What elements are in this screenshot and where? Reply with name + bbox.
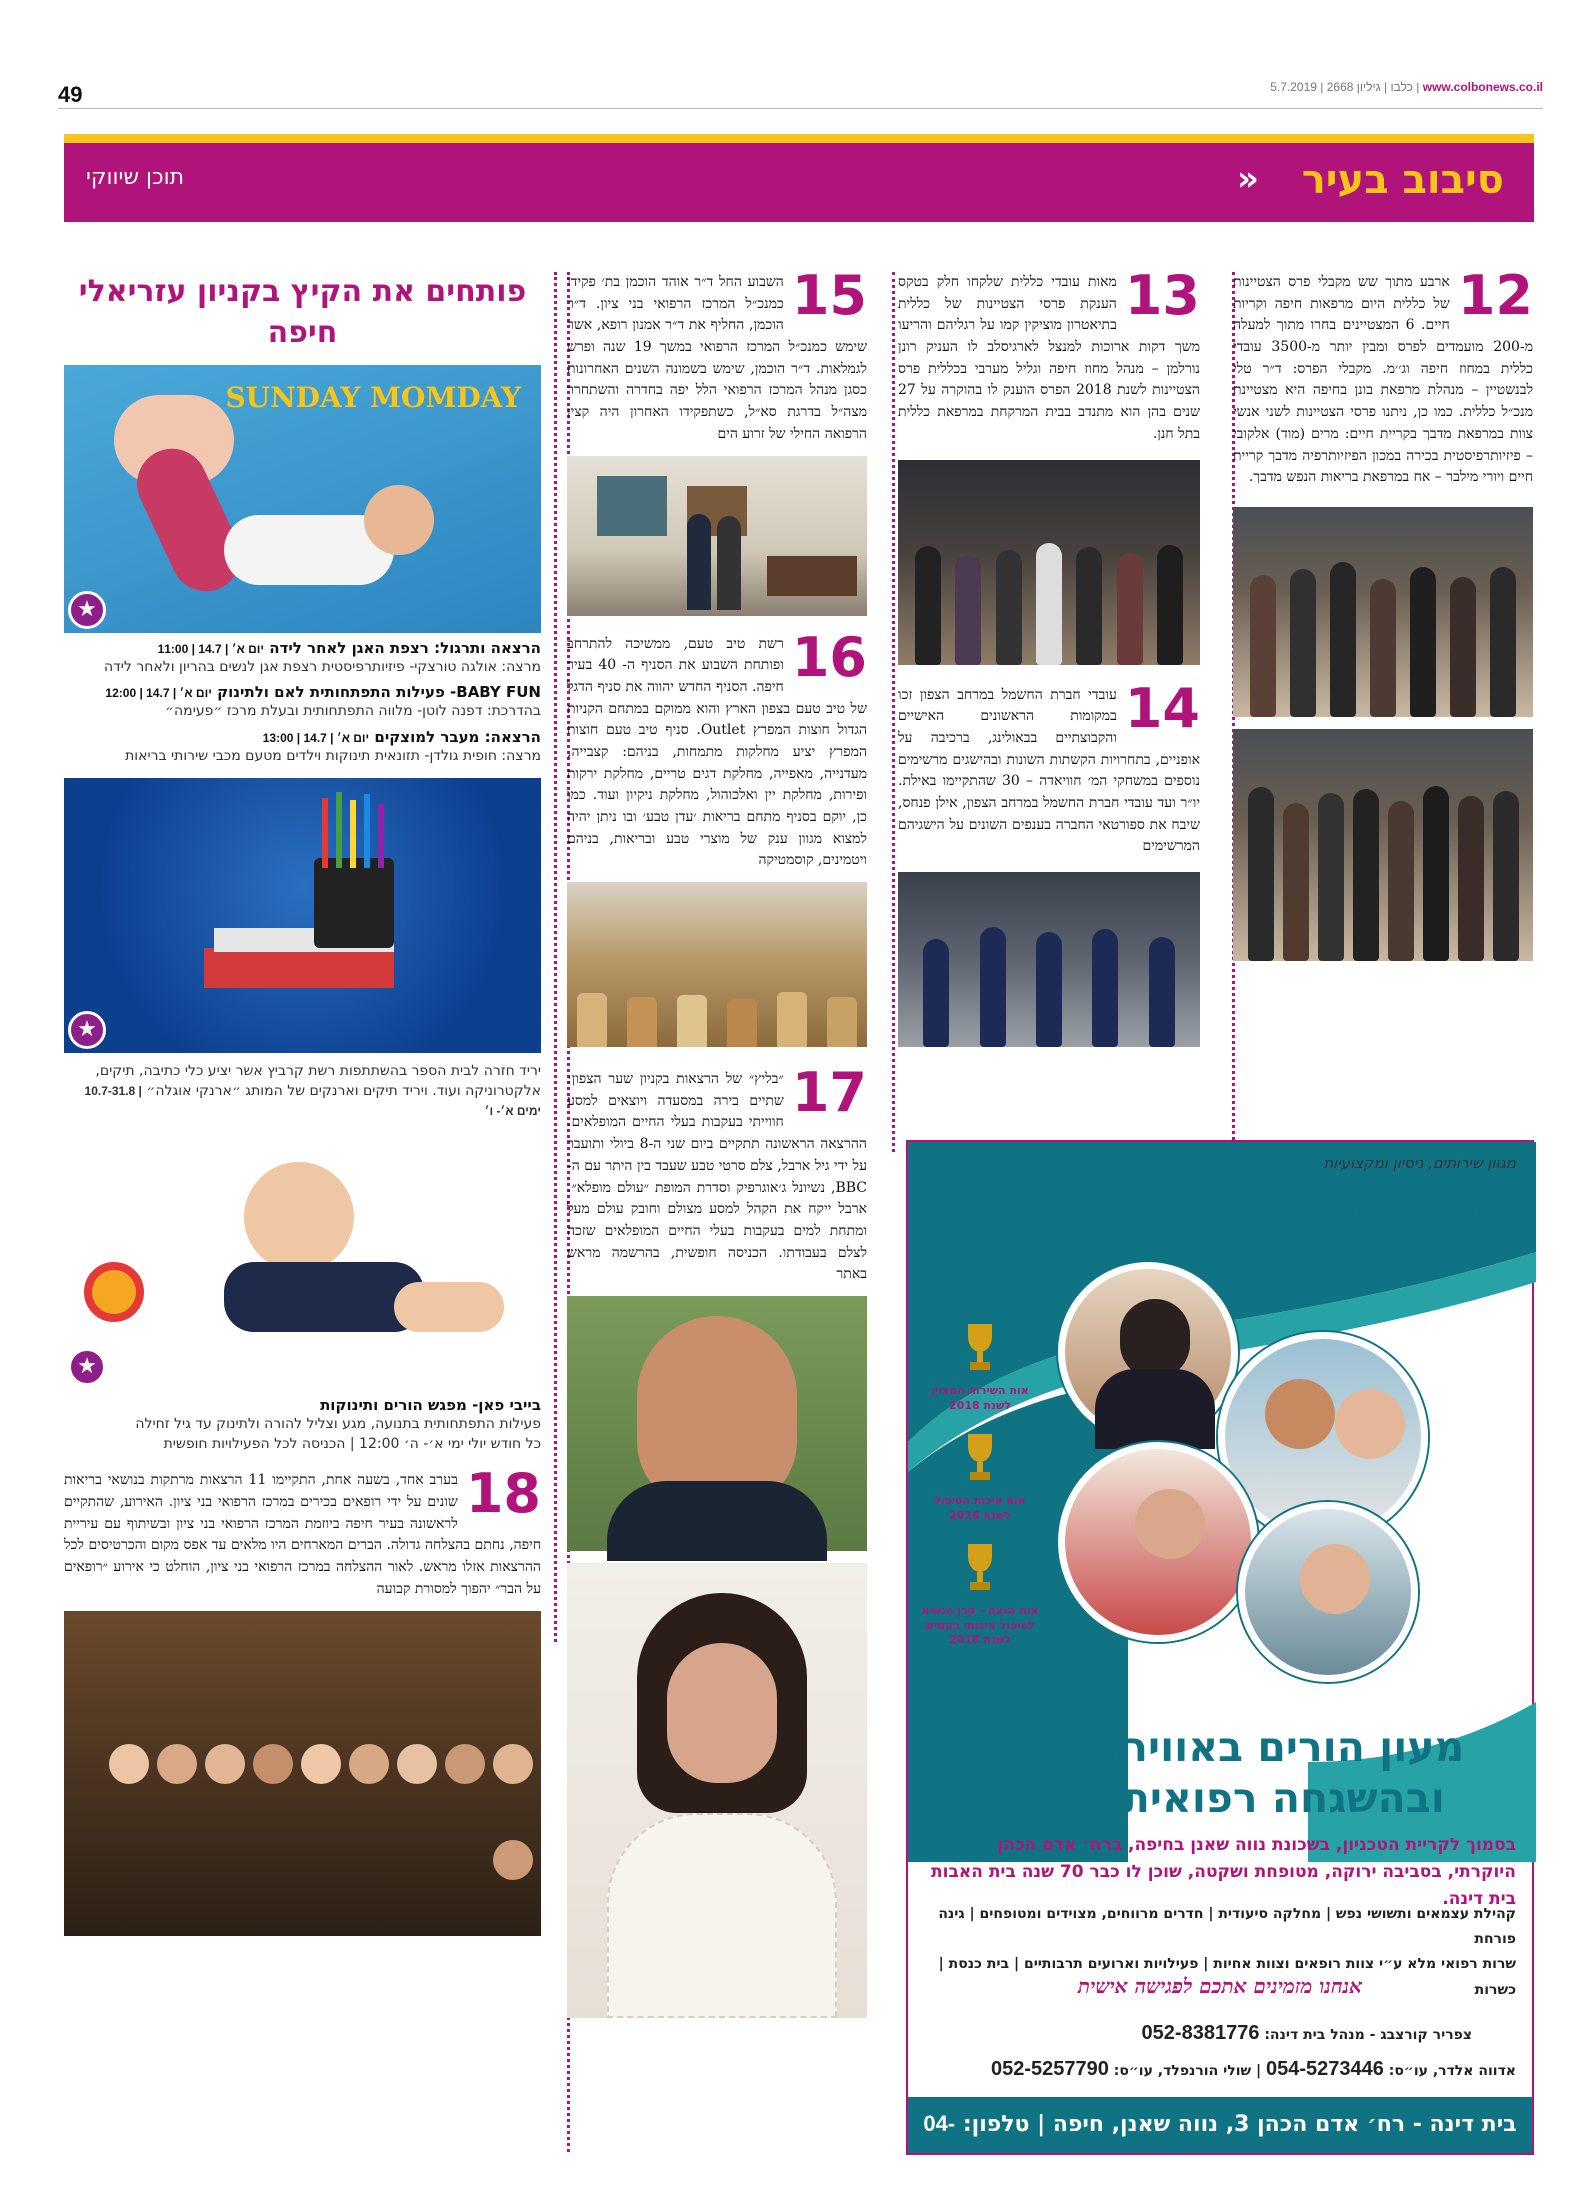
issue-date: 5.7.2019 <box>1270 80 1317 94</box>
resident-photo-1 <box>1058 1262 1238 1442</box>
resident-photo-4 <box>1238 1502 1418 1682</box>
section-banner <box>64 134 1534 222</box>
issue-number: גיליון 2668 <box>1326 80 1381 94</box>
event-date: כל חודש יולי ימי א׳- ה׳ 12:00 | הכניסה לכל הפעילויות חופשית <box>163 1436 541 1453</box>
star-icon: ★ <box>68 1348 106 1386</box>
ad-title: בית דינה המחודש <box>1257 1186 1516 1224</box>
event-title: הרצאה: מעבר למוצקים יום א׳ | 14.7 | 13:00 <box>262 727 541 746</box>
column-center-right <box>898 264 1201 1047</box>
phone-number[interactable]: 04-8323260 <box>923 2111 1263 2192</box>
news-item-18 <box>64 1462 541 1600</box>
award-badge: אות איכות הטיפול לשנת 2018 <box>920 1432 1040 1523</box>
header-divider <box>58 108 1543 109</box>
event-date: יום א׳ | 14.7 | 12:00 <box>105 686 212 701</box>
award-badge: אות הנצח - קרן הנשיא לטיפול איכותי בקשיש לשנת 2018 <box>920 1542 1040 1647</box>
news-item-17 <box>567 1061 867 1286</box>
event-description: מרצה: אולגה טורצקי- פיזיותרפיסטית רצפת אגן לנשים בהריון ולאחר לידה <box>104 659 541 675</box>
trophy-icon <box>960 1542 1000 1594</box>
header-meta: www.colbonews.co.il | כלבו | גיליון 2668 | 5.7.2019 <box>1270 80 1543 94</box>
ad-subtitle: דיור איכותי למבוגרים <box>1345 1230 1502 1249</box>
event-description: בהדרכת: דפנה לוטן- מלווה התפתחותית ובעלת מרכז ״פעימה״ <box>165 703 541 720</box>
star-icon: ★ <box>68 1011 106 1049</box>
award-ceremony-photo <box>1233 507 1533 717</box>
phone-number[interactable]: 054-5273446 <box>1266 2058 1384 2080</box>
crawling-baby-photo <box>64 1132 541 1390</box>
ad-footer-address: בית דינה - רח׳ אדם הכהן 3, נווה שאנן, חיפה | טלפון: 04-8323260 <box>908 2097 1532 2153</box>
item-number: 17 <box>791 1061 867 1125</box>
column-left <box>64 272 541 1936</box>
news-item-13 <box>898 264 1200 446</box>
phone-number[interactable]: 052-8381776 <box>1141 2022 1260 2044</box>
mall-headline: פותחים את הקיץ בקניון עזריאלי חיפה <box>78 274 527 350</box>
phone-number[interactable]: 052-5257790 <box>990 2058 1109 2080</box>
event-title: BABY FUN- פעילות התפתחותית לאם ולתינוק יום א׳ | 14.7 | 12:00 <box>105 683 541 702</box>
item-number: 16 <box>791 625 867 689</box>
item-number: 18 <box>465 1462 541 1526</box>
news-item-14 <box>898 676 1201 859</box>
page-number: 49 <box>58 82 83 107</box>
man-portrait-photo <box>567 1296 867 1551</box>
event-date: יום א׳ | 14.7 | 13:00 <box>262 730 370 745</box>
bowling-team-photo <box>898 872 1200 1047</box>
ad-description: בסמוך לקריית הטכניון, בשכונת נווה שאנן בחיפה, ברח׳ אדם הכהן היוקרתי, בסביבה ירוקה, מטופחת ושקטה, שוכן לו כבר 70 שנה בית האבות בית דינה. <box>931 1835 1516 1910</box>
column-divider <box>554 272 557 1642</box>
event-date: 10.7-31.8 | ימים א׳- ו׳ <box>84 1084 541 1119</box>
services-line: קהילת עצמאים ותשושי נפש | מחלקה סיעודית | חדרים מרווחים, מצוידים ומטופחים | גינה פורחת <box>938 1906 1516 1948</box>
brand-name: כלבו <box>1390 80 1413 94</box>
stage-award-photo <box>898 460 1200 665</box>
column-divider <box>892 272 895 1152</box>
chevron-left-icon: « <box>1237 159 1259 199</box>
site-url[interactable]: www.colbonews.co.il <box>1422 80 1543 94</box>
item-text: השבוע החל ד״ר אוהד הוכמן בת׳ פקידו כמנכ״ל המרכז הרפואי בני ציון. ד״ר הוכמן, החליף את ד״ר אמנון רופא, אשר שימש כמנכ״ל המרכז הרפואי במשך 19 שנה ופרש לגמלאות. ד״ר הוכמן, שימש בשמונה השנים האחרונות כסגן מנהל המרכז הרפואי הלל יפה בחדרה והשתחרר מצה״ל בדרגת סא״ל, כשתפקידו האחרון היה קצין הרפואה החילי של זרוע הים <box>567 274 868 442</box>
item-number: 15 <box>791 264 867 327</box>
event-title: בייבי פאן- מפגש הורים ותינוקות <box>320 1395 541 1414</box>
item-number: 12 <box>1457 264 1533 327</box>
column-center-left <box>567 264 868 2018</box>
supermarket-photo <box>567 882 867 1047</box>
sunday-momday-label: SUNDAY MOMDAY <box>225 381 521 414</box>
event-description: מרצה: חופית גולדן- תזונאית תינוקות וילדים מטעם מכבי שירותי בריאות <box>125 747 541 764</box>
doctors-at-bar-photo <box>64 1611 541 1936</box>
item-text: בערב אחד, בשעה אחת, התקיימו 11 הרצאות מרתקות בנושאי בריאות שונים על ידי רופאים בכירים במרכז הרפואי בני ציון. האירוע, שהתקיים לראשונה בעיר חיפה ביוזמת המרכז הרפואי בני ציון ובשיתוף עם עיריית חיפה, נחתם בהצלחה גדולה. הברים המארחים היו מלאים עד אפס מקום והכרטיסים לכל ההרצאות אזלו מראש. לאור ההצלחה במרכז הרפואי בני ציון, הוחלט כי אירוע ״רופאים על הבר״ יהפוך למסורת קבועה <box>64 1472 541 1597</box>
school-supplies-photo <box>64 778 541 1053</box>
contact-manager: צפריר קורצבג - מנהל בית דינה: 052-8381776 <box>1141 2022 1472 2044</box>
item-text: מאות עובדי כללית שלקחו חלק בטקס הענקת פרסי הצטיינות של כללית בתיאטרון מוציקין קמו על רגליהם והריעו משך דקות ארוכות למנצל לארגיסלב לו העניק רונן נורלמן – מנהל מחוז חיפה וגליל מערבי בכללית פרס הצטיינות לשנת 2018 הפרס הוענק לו בהוקרה על 27 שנים בהן הוא מתנדב בבית המרקחת במרפאת כללית בתל חנן. <box>898 274 1200 442</box>
star-icon: ★ <box>68 591 106 629</box>
award-ceremony-photo-2 <box>1233 729 1533 961</box>
news-item-15 <box>567 264 868 446</box>
services-line: שרות רפואי מלא ע״י צוות רופאים וצוות אחיות | פעילויות וארועים תרבותיים | בית כנסת | כשרות <box>938 1956 1516 1998</box>
beit-dina-ad[interactable] <box>906 1140 1534 2192</box>
ad-slogan: אנחנו מזמינים אתכם לפגישה אישית <box>1077 1974 1363 1998</box>
ad-headline: מעון הורים באווירה ביתית ובהשגחה רפואית מלאה <box>975 1723 1465 1823</box>
item-text: ארבע מתוך שש מקבלי פרס הצטיינות של כללית היום מרפאות חיפה וקריות חיים. 6 המצטיינים בחרו מתוך למעלה מ-200 מועמדים לפרס ומבין יותר מ-3500 עובדי כללית במחוז חיפה וג׳׳מ. מקבלי הפרס: ד״ר טלי לבנשטיין – מנהלת מרפאת בונן בחיפה היא מצטיינת מנכ״ל כללית. כמו כן, ניתנו פרסי הצטיינות לשני אנשי צוות במרפאת מדבך בקריית חיים: מרים (מוד) אלקובי – פיזיותרפיסטית בכירה במכון הפיזיותרפיה מדבך קריית חיים ויורי מילבר – אח במרפאת בריאות הנפש מדבך. <box>1233 274 1533 486</box>
trophy-icon <box>960 1322 1000 1374</box>
sponsored-tag: תוכן שיווקי <box>86 165 185 190</box>
event-title: הרצאה ותרגול: רצפת האגן לאחר לידה יום א׳ | 14.7 | 11:00 <box>157 639 541 657</box>
column-right <box>1233 264 1533 961</box>
item-text: עובדי חברת החשמל במרחב הצפון זכו במקומות הראשונים האישיים והקבוצתיים בבאולינג, ברכיבה על אופניים, בתחרויות הקשתות השונות ובהישגים מרשימים נוספים במשחקי המ׳ חוויאדה – 30 שהתקיימו באילת. יו״ר ועד עובדי חברת החשמל במרחב הצפון, אילן פנחס, שיבח את ספורטאי החברה בענפים השונים על הישגיהם המרשימים <box>898 686 1201 855</box>
event-date: יום א׳ | 14.7 | 11:00 <box>157 642 264 656</box>
item-text: ״בליץ״ של הרצאות בקניון שער הצפון: שתיים בירה במסעדה ויוצאים למסע חווייתי בעקבות בעלי החיים המופלאים. ההרצאה הראשונה תתקיים ביום שני ה-8 ביולי ותועבר על ידי גיל ארבל, צלם סרטי טבע שעבד בין היתר עם ה-BBC, נשיונל ג׳אוגרפיק וסדרת המופת ״עולם מופלא״. ארבל ייקח את הקהל למסע מצולם וחובק עולם מעל ומתחת למים בעקבות בעלי החיים המופלאים שזכה לצלם בעבודתו. הכניסה חופשית, בהרשמה מראש באתר <box>567 1071 867 1283</box>
woman-portrait-photo <box>567 1563 867 2018</box>
section-title: סיבוב בעיר <box>1301 157 1504 203</box>
office-handshake-photo <box>567 456 867 616</box>
ad-tagline: מגוון שירותים, ניסיון ומקצועיות <box>1323 1154 1516 1172</box>
item-text: רשת טיב טעם, ממשיכה להתרחב ופותחת השבוע את הסניף ה- 40 בעיר חיפה. הסניף החדש יהווה את סניף הדגל של טיב טעם בצפון הארץ והוא ממוקם במתחם הקניות הגדול חוצות המפרץ Outlet. סניף טיב טעם חוצות המפרץ יציע מחלקות מתמחות, בניהם: קצבייה, מעדנייה, מאפייה, מחלקת דגים טריים, מחלקת ירקות ופירות, מחלקת יין ואלכוהול, מחלקת ניקיון ועוד. כמו כן, יוקם בסניף מתחם בריאות ׳עדן טבע׳ ובו ניתן יהיה למצוא מגוון ענק של מוצרי טבע ובריאות, בניהם ויטמינים, קוסמטיקה <box>567 635 867 869</box>
mother-baby-yoga-photo <box>64 365 541 633</box>
news-item-12 <box>1233 264 1533 489</box>
contact-social-workers: אדווה אלדר, עו״ס: 054-5273446 | שולי הורנפלד, עו״ס: 052-5257790 <box>990 2058 1516 2080</box>
school-fair-text: יריד חזרה לבית הספר בהשתתפות רשת קרביץ אשר יציע כלי כתיבה, תיקים, אלקטרוניקה ועוד. ויריד תיקים וארנקים של המותג ״ארנקי אוגלה״ 10.7-31.8 | ימים א׳- ו׳ <box>84 1062 541 1119</box>
resident-photo-3 <box>1058 1442 1258 1642</box>
news-item-16 <box>567 625 867 873</box>
award-badge: אות השירות המצוין לשנת 2018 <box>920 1322 1040 1413</box>
item-number: 14 <box>1124 676 1200 740</box>
event-description: פעילות התפתחותית בתנועה, מגע וצליל להורה ולתינוק עד גיל זחילה <box>135 1415 541 1432</box>
trophy-icon <box>960 1432 1000 1484</box>
item-number: 13 <box>1124 264 1200 327</box>
